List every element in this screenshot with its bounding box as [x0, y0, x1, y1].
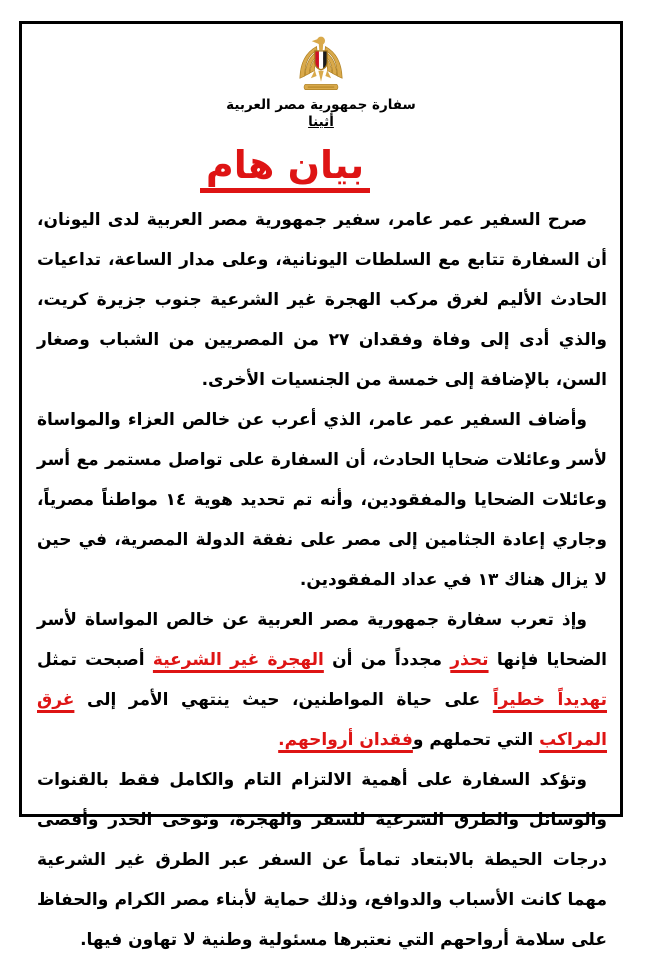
highlighted-phrase: تهديداً خطيراً — [492, 690, 607, 711]
paragraph-advice — [37, 760, 607, 960]
statement-document — [19, 21, 623, 951]
highlighted-phrase: الهجرة غير الشرعية — [152, 650, 324, 671]
body-text-run: وتؤكد السفارة على أهمية الالتزام التام والكامل فقط بالقنوات والوسائل والطرق الشرعية للسفر والهجرة، وتوخى الحذر وأقصى درجات الحيطة بالابتعاد تماماً عن السفر عبر الطرق غير الشرعية مهما كانت الأسباب والدوافع، وذلك حماية لأبناء مصر الكرام والحفاظ على سلامة أرواحهم التي نعتبرها مسئولية وطنية لا تهاون فيها. — [37, 770, 607, 951]
body-text-run: مجدداً من أن — [323, 650, 451, 671]
document-header — [22, 24, 620, 131]
body-text-run: وإذ تعرب سفارة جمهورية مصر العربية عن خالص المواساة لأسر الضحايا فإنها — [37, 610, 607, 671]
embassy-name: سفارة جمهورية مصر العربية — [226, 97, 416, 113]
body-text-run: على حياة المواطنين، حيث ينتهي الأمر إلى — [74, 690, 493, 711]
statement-title — [0, 144, 584, 194]
body-text-run: أصبحت تمثل — [37, 650, 153, 671]
body-text-run: التي تحملهم و — [412, 730, 540, 751]
highlighted-phrase: فقدان أرواحهم. — [278, 730, 413, 751]
paragraph-warning — [37, 600, 607, 760]
paragraph-incident — [37, 200, 607, 400]
highlighted-phrase: غرق المراكب — [37, 690, 607, 751]
body-text-run: وأضاف السفير عمر عامر، الذي أعرب عن خالص العزاء والمواساة لأسر وعائلات ضحايا الحادث، أن السفارة على تواصل مستمر مع أسر وعائلات الضحايا والمفقودين، وأنه تم تحديد هوية ١٤ مواطناً مصرياً، وجاري إعادة الجثامين إلى مصر على نفقة الدولة المصرية، في حين لا يزال هناك ١٣ في عداد المفقودين. — [37, 410, 607, 591]
body-text-run: صرح السفير عمر عامر، سفير جمهورية مصر العربية لدى اليونان، أن السفارة تتابع مع السلطات اليونانية، وعلى مدار الساعة، تداعيات الحادث الأليم لغرق مركب الهجرة غير الشرعية جنوب جزيرة كريت، والذي أدى إلى وفاة وفقدان ٢٧ من المصريين من الشباب وصغار السن، بالإضافة إلى خمسة من الجنسيات الأخرى. — [37, 210, 607, 391]
statement-body — [22, 193, 620, 960]
statement-title-text: بيان هام — [200, 144, 370, 194]
embassy-city: أثينا — [308, 113, 334, 130]
egypt-eagle-emblem-icon — [292, 35, 350, 95]
highlighted-phrase: تحذر — [450, 650, 489, 671]
paragraph-condolences — [37, 400, 607, 600]
